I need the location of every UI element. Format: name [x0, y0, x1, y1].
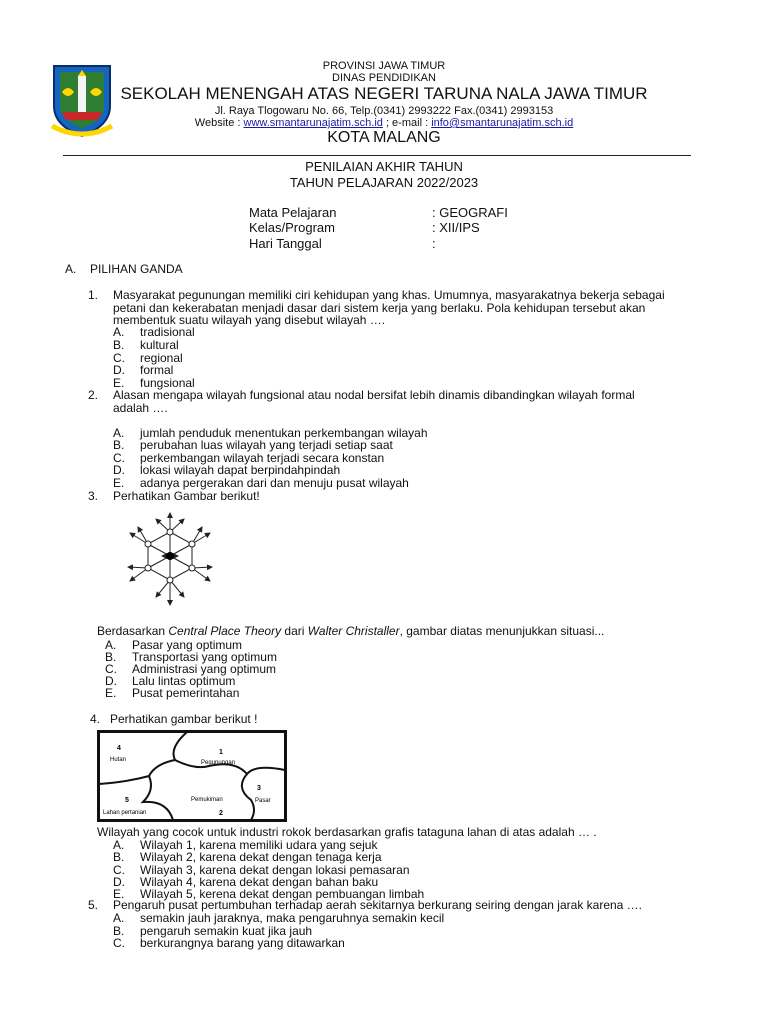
map-num-2: 2	[219, 810, 223, 817]
stem-line: Alasan mengapa wilayah fungsional atau nodal bersifat lebih dinamis dibandingkan wilayah formal	[113, 388, 635, 402]
exam-title: PENILAIAN AKHIR TAHUN	[305, 159, 463, 174]
option-text: pengaruh semakin kuat jika jauh	[140, 924, 313, 938]
option-text: Wilayah 5, kerena dekat dengan pembuangan limbah	[140, 887, 425, 901]
option-letter: E.	[113, 376, 125, 390]
option-letter: B.	[113, 338, 125, 352]
option-text: Wilayah 2, karena dekat dengan tenaga kerja	[140, 850, 382, 864]
option-letter: D.	[105, 674, 117, 688]
option-letter: A.	[105, 638, 117, 652]
option-text: Pusat pemerintahan	[132, 686, 240, 700]
option-text: Administrasi yang optimum	[132, 662, 277, 676]
class-value: : XII/IPS	[432, 220, 480, 235]
question-3-number: 3.	[88, 489, 99, 503]
province-line: PROVINSI JAWA TIMUR	[322, 60, 446, 72]
land-use-map	[97, 730, 287, 822]
map-num-4: 4	[117, 745, 121, 752]
date-value: :	[432, 236, 436, 251]
option-text: Pasar yang optimum	[132, 638, 243, 652]
option-2b[interactable]	[113, 438, 393, 452]
option-letter: B.	[113, 850, 125, 864]
theory-name: Central Place Theory	[168, 624, 282, 638]
map-num-5: 5	[125, 797, 129, 804]
letterhead-divider	[63, 155, 691, 156]
question-4-number: 4.	[90, 712, 101, 726]
stem-line: Masyarakat pegunungan memiliki ciri kehidupan yang khas. Umumnya, masyarakatnya bekerja sebagai	[113, 288, 665, 302]
stem-text: , gambar diatas menunjukkan situasi...	[399, 624, 605, 638]
option-text: regional	[140, 351, 183, 365]
option-text: perkembangan wilayah terjadi secara konstan	[140, 451, 385, 465]
option-letter: B.	[113, 438, 125, 452]
email-prefix: ; e-mail :	[382, 117, 432, 129]
option-2d[interactable]	[113, 463, 340, 477]
option-letter: A.	[113, 838, 125, 852]
school-address: Jl. Raya Tlogowaru No. 66, Telp.(0341) 2993222 Fax.(0341) 2993153	[214, 105, 554, 117]
option-text: Wilayah 1, karena memiliki udara yang sejuk	[140, 838, 378, 852]
subject-value: : GEOGRAFI	[432, 205, 508, 220]
class-label: Kelas/Program	[249, 220, 335, 235]
stem-text: Berdasarkan	[97, 624, 169, 638]
option-letter: A.	[113, 911, 125, 925]
subject-label: Mata Pelajaran	[249, 205, 337, 220]
question-3-prompt: Perhatikan Gambar berikut!	[113, 489, 260, 503]
question-3-stem	[97, 625, 604, 638]
option-text: lokasi wilayah dapat berpindahpindah	[140, 463, 341, 477]
stem-line: petani dan kekerabatan menjadi dasar dari sistem kerja yang berlaku. Pola kehidupan tersebut akan	[113, 300, 646, 315]
exam-year: TAHUN PELAJARAN 2022/2023	[289, 175, 479, 190]
option-letter: C.	[105, 662, 117, 676]
email-link[interactable]: info@smantarunajatim.sch.id	[431, 117, 574, 129]
map-label-pemukiman: Pemukiman	[191, 797, 223, 803]
stem-text: dari	[281, 624, 308, 638]
contact-line	[120, 117, 648, 129]
website-prefix: Website :	[194, 117, 244, 129]
agency-line: DINAS PENDIDIKAN	[332, 72, 436, 84]
option-text: kultural	[140, 338, 179, 352]
city-name: KOTA MALANG	[327, 129, 441, 146]
school-logo	[46, 62, 118, 138]
option-text: adanya pergerakan dari dan menuju pusat wilayah	[140, 476, 409, 490]
question-4-prompt: Perhatikan gambar berikut !	[110, 712, 258, 726]
option-text: formal	[140, 363, 174, 377]
option-text: jumlah penduduk menentukan perkembangan wilayah	[140, 426, 428, 440]
option-letter: D.	[113, 463, 125, 477]
map-label-lahan-pertanian: Lahan pertanian	[103, 810, 147, 816]
author-name: Walter Christaller	[307, 624, 400, 638]
option-letter: C.	[113, 863, 125, 877]
option-5c[interactable]	[113, 936, 345, 950]
question-1-stem	[113, 289, 665, 327]
option-text: Wilayah 3, karena dekat dengan lokasi pemasaran	[140, 863, 410, 877]
option-1a[interactable]	[113, 325, 195, 339]
section-letter: A.	[65, 262, 77, 276]
option-text: Transportasi yang optimum	[132, 650, 277, 664]
question-1-number: 1.	[88, 288, 99, 302]
option-1b[interactable]	[113, 338, 179, 352]
option-4b[interactable]	[113, 850, 382, 864]
school-name: SEKOLAH MENENGAH ATAS NEGERI TARUNA NALA JAWA TIMUR	[120, 84, 648, 103]
option-letter: E.	[105, 686, 117, 700]
map-label-pasar: Pasar	[255, 798, 271, 804]
option-text: fungsional	[140, 376, 195, 390]
map-num-3: 3	[257, 785, 261, 792]
option-letter: E.	[113, 476, 125, 490]
question-2-number: 2.	[88, 388, 99, 402]
option-text: perubahan luas wilayah yang terjadi setiap saat	[140, 438, 393, 452]
question-5-stem: Pengaruh pusat pertumbuhan terhadap aerah sekitarnya berkurang seiring dengan jarak karena ….	[113, 898, 643, 912]
option-text: Wilayah 4, karena dekat dengan bahan baku	[140, 875, 379, 889]
option-letter: E.	[113, 887, 125, 901]
option-text: tradisional	[140, 325, 195, 339]
question-4-stem: Wilayah yang cocok untuk industri rokok berdasarkan grafis tataguna lahan di atas adalah … .	[97, 825, 597, 839]
option-text: semakin jauh jaraknya, maka pengaruhnya semakin kecil	[140, 911, 445, 925]
option-1d[interactable]	[113, 363, 173, 377]
option-letter: B.	[113, 924, 125, 938]
option-5a[interactable]	[113, 911, 444, 925]
option-letter: B.	[105, 650, 117, 664]
question-5-number: 5.	[88, 898, 99, 912]
stem-line: membentuk suatu wilayah yang disebut wilayah ….	[113, 313, 386, 328]
stem-line: adalah ….	[113, 400, 168, 415]
central-place-diagram	[100, 505, 240, 620]
option-letter: D.	[113, 363, 125, 377]
option-text: berkurangnya barang yang ditawarkan	[140, 936, 345, 950]
option-letter: A.	[113, 325, 125, 339]
option-letter: D.	[113, 875, 125, 889]
date-label: Hari Tanggal	[249, 236, 322, 251]
option-3e[interactable]	[105, 686, 239, 700]
option-text: Lalu lintas optimum	[132, 674, 236, 688]
option-letter: C.	[113, 451, 125, 465]
question-2-stem	[113, 389, 635, 414]
map-label-hutan: Hutan	[110, 757, 127, 763]
map-num-1: 1	[219, 749, 223, 756]
option-letter: A.	[113, 426, 125, 440]
map-label-pegunungan: Pegunungan	[201, 760, 236, 766]
section-title: PILIHAN GANDA	[90, 262, 183, 276]
option-letter: C.	[113, 936, 125, 950]
option-2e[interactable]	[113, 476, 409, 490]
option-letter: C.	[113, 351, 125, 365]
website-link[interactable]: www.smantarunajatim.sch.id	[243, 117, 383, 129]
